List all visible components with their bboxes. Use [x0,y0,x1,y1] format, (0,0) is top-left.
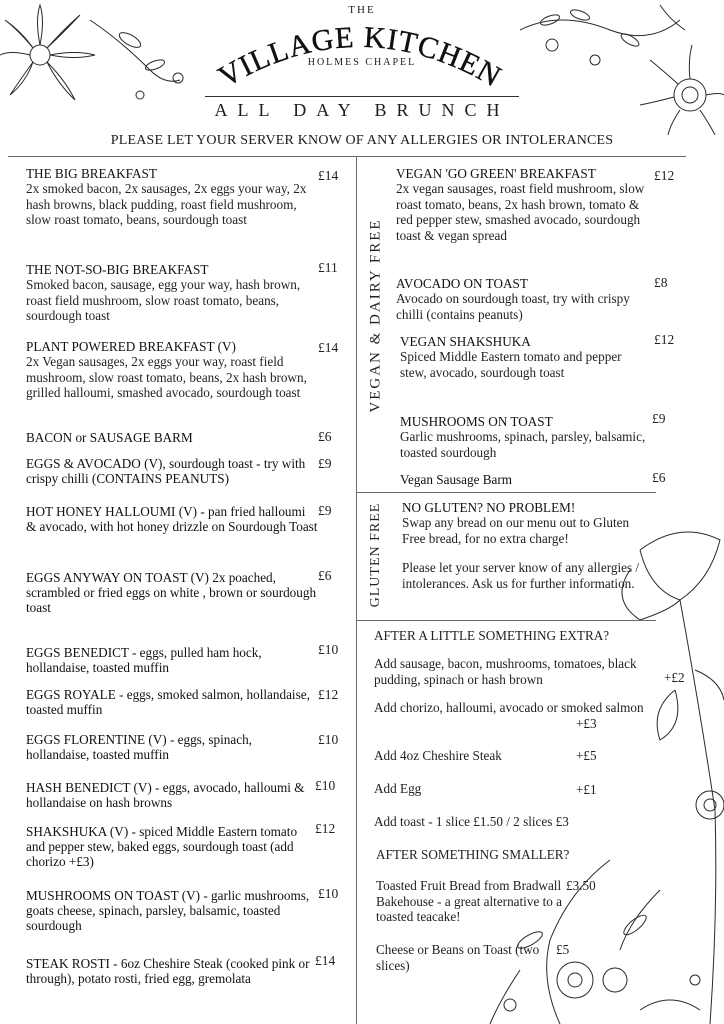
menu-item-eggs-royale [26,687,318,717]
extra-item: Add Egg [374,781,422,796]
item-name: VEGAN SHAKSHUKA [400,334,531,349]
item-name: VEGAN 'GO GREEN' BREAKFAST [396,166,596,181]
menu-item-hot-honey-halloumi [26,504,318,534]
extra-item: Add 4oz Cheshire Steak [374,748,502,763]
smaller-heading: AFTER SOMETHING SMALLER? [376,847,570,862]
menu-item-not-so-big-breakfast [26,262,318,324]
item-price: £12 [654,168,675,183]
item-name: EGGS ROYALE - eggs, smoked salmon, hollandaise, toasted muffin [26,687,310,717]
gluten-text-2: Please let your server know of any allergies / intolerances. Ask us for further information. [402,560,640,591]
item-name: EGGS BENEDICT - eggs, pulled ham hock, hollandaise, toasted muffin [26,645,262,675]
menu-item-bacon-barm [26,430,318,445]
menu-item-eggs-anyway [26,570,318,615]
vegan-section-label: VEGAN & DAIRY FREE [367,218,384,413]
vegan-item-mushrooms [400,414,650,460]
item-name: MUSHROOMS ON TOAST [400,414,553,429]
extra-price: +£1 [576,782,597,797]
item-desc: Garlic mushrooms, spinach, parsley, balsamic, toasted sourdough [400,429,646,460]
header-location: HOLMES CHAPEL [307,57,417,68]
gluten-extras-divider [356,620,656,621]
item-desc: 2x Vegan sausages, 2x eggs your way, roast field mushroom, slow roast tomato, beans, 2x hash brown, grilled halloumi, smashed avocado, sourdough toast [26,354,307,401]
item-name: HOT HONEY HALLOUMI (V) - pan fried halloumi & avocado, with hot honey drizzle on Sourdough Toast [26,504,318,534]
menu-item-eggs-florentine [26,732,318,762]
item-desc: Spiced Middle Eastern tomato and pepper stew, avocado, sourdough toast [400,349,622,380]
menu-item-shakshuka [26,824,318,869]
item-desc: 2x smoked bacon, 2x sausages, 2x eggs your way, 2x hash browns, black pudding, roast field mushroom, slow roast tomato, beans, sourdough toast [26,181,307,228]
item-price: £14 [315,953,336,968]
smaller-price: £5 [556,942,570,957]
item-price: £8 [654,275,668,290]
extra-item: Add toast - 1 slice £1.50 / 2 slices £3 [374,814,569,829]
item-name: HASH BENEDICT (V) - eggs, avocado, halloumi & hollandaise on hash browns [26,780,305,810]
extras-heading: AFTER A LITTLE SOMETHING EXTRA? [374,628,610,643]
header-the: THE [348,4,376,16]
svg-text:VILLAGE KITCHEN: VILLAGE KITCHEN [212,20,508,94]
item-price: £6 [318,429,332,444]
extra-item: Add chorizo, halloumi, avocado or smoked salmon [374,700,644,715]
item-price: £9 [318,456,332,471]
gluten-section-label: GLUTEN FREE [368,502,383,608]
item-name: Vegan Sausage Barm [400,472,513,487]
extra-price: +£3 [576,716,597,731]
item-price: £9 [652,411,666,426]
smaller-item: Toasted Fruit Bread from Bradwall Bakehouse - a great alternative to a toasted teacake! [376,878,563,925]
column-divider [356,156,357,1024]
item-price: £10 [318,886,339,901]
header-subtitle: ALL DAY BRUNCH [214,100,510,120]
item-price: £9 [318,503,332,518]
item-price: £14 [318,168,339,183]
vegan-item-sausage-barm [400,472,650,487]
item-price: £6 [652,470,666,485]
gluten-info [402,500,654,591]
item-price: £10 [318,642,339,657]
extra-item: Add sausage, bacon, mushrooms, tomatoes, black pudding, spinach or hash brown [374,656,637,687]
header-divider [205,96,519,97]
item-name: THE BIG BREAKFAST [26,166,157,181]
smaller-item: Cheese or Beans on Toast (two slices) [376,942,540,973]
menu-item-plant-powered-breakfast [26,339,318,401]
menu-item-big-breakfast [26,166,318,228]
item-name: EGGS & AVOCADO (V), sourdough toast - try with crispy chilli (CONTAINS PEANUTS) [26,456,306,486]
menu-item-mushrooms-on-toast [26,888,318,933]
item-name: EGGS FLORENTINE (V) - eggs, spinach, hollandaise, toasted muffin [26,732,252,762]
item-price: £10 [318,732,339,747]
item-name: AVOCADO ON TOAST [396,276,528,291]
item-price: £12 [315,821,336,836]
extra-price: +£2 [664,670,685,685]
item-price: £6 [318,568,332,583]
item-name: MUSHROOMS ON TOAST (V) - garlic mushrooms, goats cheese, spinach, parsley, balsamic, toasted sourdough [26,888,310,933]
item-price: £11 [318,260,338,275]
item-price: £12 [318,687,339,702]
menu-item-eggs-benedict [26,645,318,675]
floral-top-left-illustration [0,0,200,110]
item-name: STEAK ROSTI - 6oz Cheshire Steak (cooked pink or through), potato rosti, fried egg, gremolata [26,956,310,986]
vegan-item-shakshuka [400,334,650,380]
gluten-heading: NO GLUTEN? NO PROBLEM! [402,500,576,515]
extra-price: +£5 [576,748,597,763]
vegan-item-go-green [396,166,646,243]
item-price: £10 [315,778,336,793]
item-name: SHAKSHUKA (V) - spiced Middle Eastern tomato and pepper stew, baked eggs, sourdough toast (add chorizo +£3) [26,824,298,869]
smaller-price: £3.50 [566,878,596,893]
item-desc: Avocado on sourdough toast, try with crispy chilli (contains peanuts) [396,291,630,322]
allergy-notice: PLEASE LET YOUR SERVER KNOW OF ANY ALLERGIES OR INTOLERANCES [110,133,614,148]
vegan-item-avocado-toast [396,276,646,322]
menu-item-hash-benedict [26,780,318,810]
item-desc: 2x vegan sausages, roast field mushroom, slow roast tomato, beans, 2x hash brown, tomato & red pepper stew, smashed avocado, sourdough toast & vegan spread [396,181,645,243]
item-price: £14 [318,340,339,355]
item-name: THE NOT-SO-BIG BREAKFAST [26,262,209,277]
menu-item-eggs-avocado [26,456,318,486]
item-name: PLANT POWERED BREAKFAST (V) [26,339,236,354]
gluten-text-1: Swap any bread on our menu out to Gluten Free bread, for no extra charge! [402,515,630,546]
item-name: EGGS ANYWAY ON TOAST (V) 2x poached, scrambled or fried eggs on white , brown or sourdough toast [26,570,317,615]
vegan-gluten-divider [356,492,656,493]
item-name: BACON or SAUSAGE BARM [26,430,193,445]
menu-item-steak-rosti [26,956,318,986]
item-price: £12 [654,332,675,347]
item-desc: Smoked bacon, sausage, egg your way, hash brown, roast field mushroom, slow roast tomato, beans, sourdough toast [26,277,301,324]
top-divider [8,156,686,157]
